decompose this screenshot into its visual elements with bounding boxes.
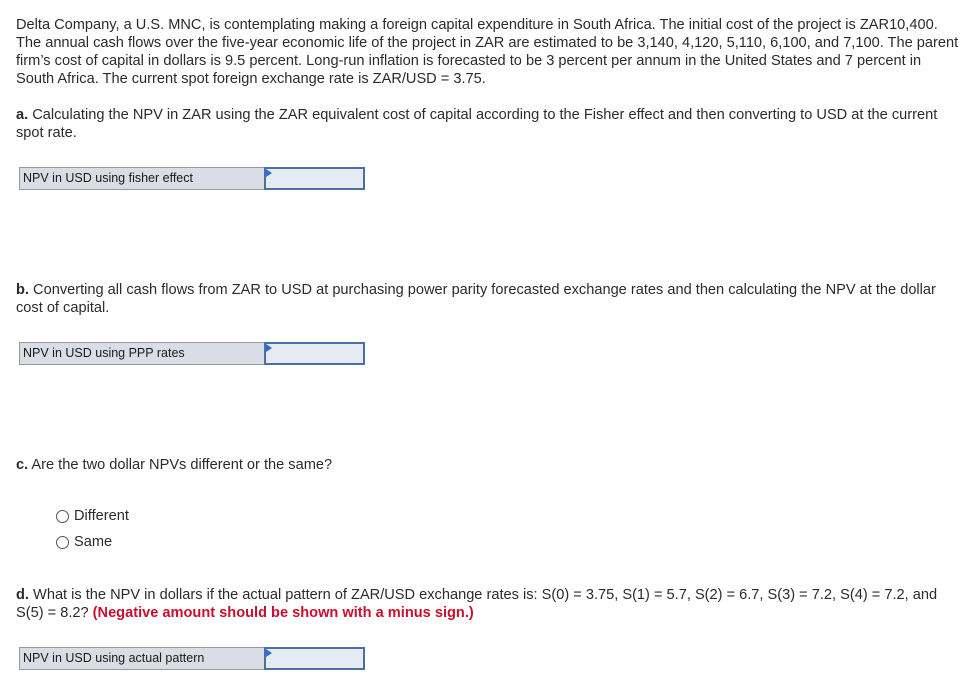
answer-input-b[interactable] bbox=[266, 344, 363, 363]
question-d-text: What is the NPV in dollars if the actual pattern of ZAR/USD exchange rates is: S(0) = 3.75, S(1) = 5.7, S(2) = 6.7, S(3) = 7.2, S(4) = 7.2, and S(5) = 8.2? bbox=[16, 587, 938, 621]
question-c-letter: c. bbox=[16, 457, 29, 473]
question-c bbox=[16, 456, 960, 474]
input-marker-icon bbox=[266, 344, 272, 352]
answer-label-b: NPV in USD using PPP rates bbox=[19, 342, 265, 365]
answer-row-b bbox=[19, 342, 365, 365]
question-d bbox=[16, 586, 960, 622]
radio-option-different[interactable] bbox=[56, 508, 129, 524]
answer-input-d[interactable] bbox=[266, 649, 363, 668]
question-b-letter: b. bbox=[16, 282, 29, 298]
radio-option-same[interactable] bbox=[56, 534, 112, 550]
problem-intro: Delta Company, a U.S. MNC, is contemplating making a foreign capital expenditure in South Africa. The initial cost of the project is ZAR10,400. The annual cash flows over the five-year economic life of the project in ZAR are estimated to be 3,140, 4,120, 5,110, 6,100, and 7,100. The parent firm’s cost of capital in dollars is 9.5 percent. Long-run inflation is forecasted to be 3 percent per annum in the United States and 7 percent in South Africa. The current spot foreign exchange rate is ZAR/USD = 3.75. bbox=[16, 17, 959, 87]
radio-label-different: Different bbox=[74, 508, 129, 524]
question-d-note: (Negative amount should be shown with a minus sign.) bbox=[92, 605, 474, 621]
question-b-text: Converting all cash flows from ZAR to USD at purchasing power parity forecasted exchange rates and then calculating the NPV at the dollar cost of capital. bbox=[16, 282, 936, 316]
answer-row-a bbox=[19, 167, 365, 190]
question-a bbox=[16, 106, 960, 142]
question-b bbox=[16, 281, 960, 317]
input-marker-icon bbox=[266, 169, 272, 177]
radio-button-icon[interactable] bbox=[56, 536, 69, 549]
answer-row-d bbox=[19, 647, 365, 670]
question-d-letter: d. bbox=[16, 587, 29, 603]
answer-label-d: NPV in USD using actual pattern bbox=[19, 647, 265, 670]
radio-button-icon[interactable] bbox=[56, 510, 69, 523]
answer-label-a: NPV in USD using fisher effect bbox=[19, 167, 265, 190]
answer-field-d[interactable] bbox=[264, 647, 365, 670]
answer-field-a[interactable] bbox=[264, 167, 365, 190]
question-c-text: Are the two dollar NPVs different or the same? bbox=[31, 457, 333, 473]
radio-label-same: Same bbox=[74, 534, 113, 550]
answer-input-a[interactable] bbox=[266, 169, 363, 188]
input-marker-icon bbox=[266, 649, 272, 657]
question-a-letter: a. bbox=[16, 107, 29, 123]
question-a-text: Calculating the NPV in ZAR using the ZAR equivalent cost of capital according to the Fisher effect and then converting to USD at the current spot rate. bbox=[16, 107, 938, 141]
answer-field-b[interactable] bbox=[264, 342, 365, 365]
